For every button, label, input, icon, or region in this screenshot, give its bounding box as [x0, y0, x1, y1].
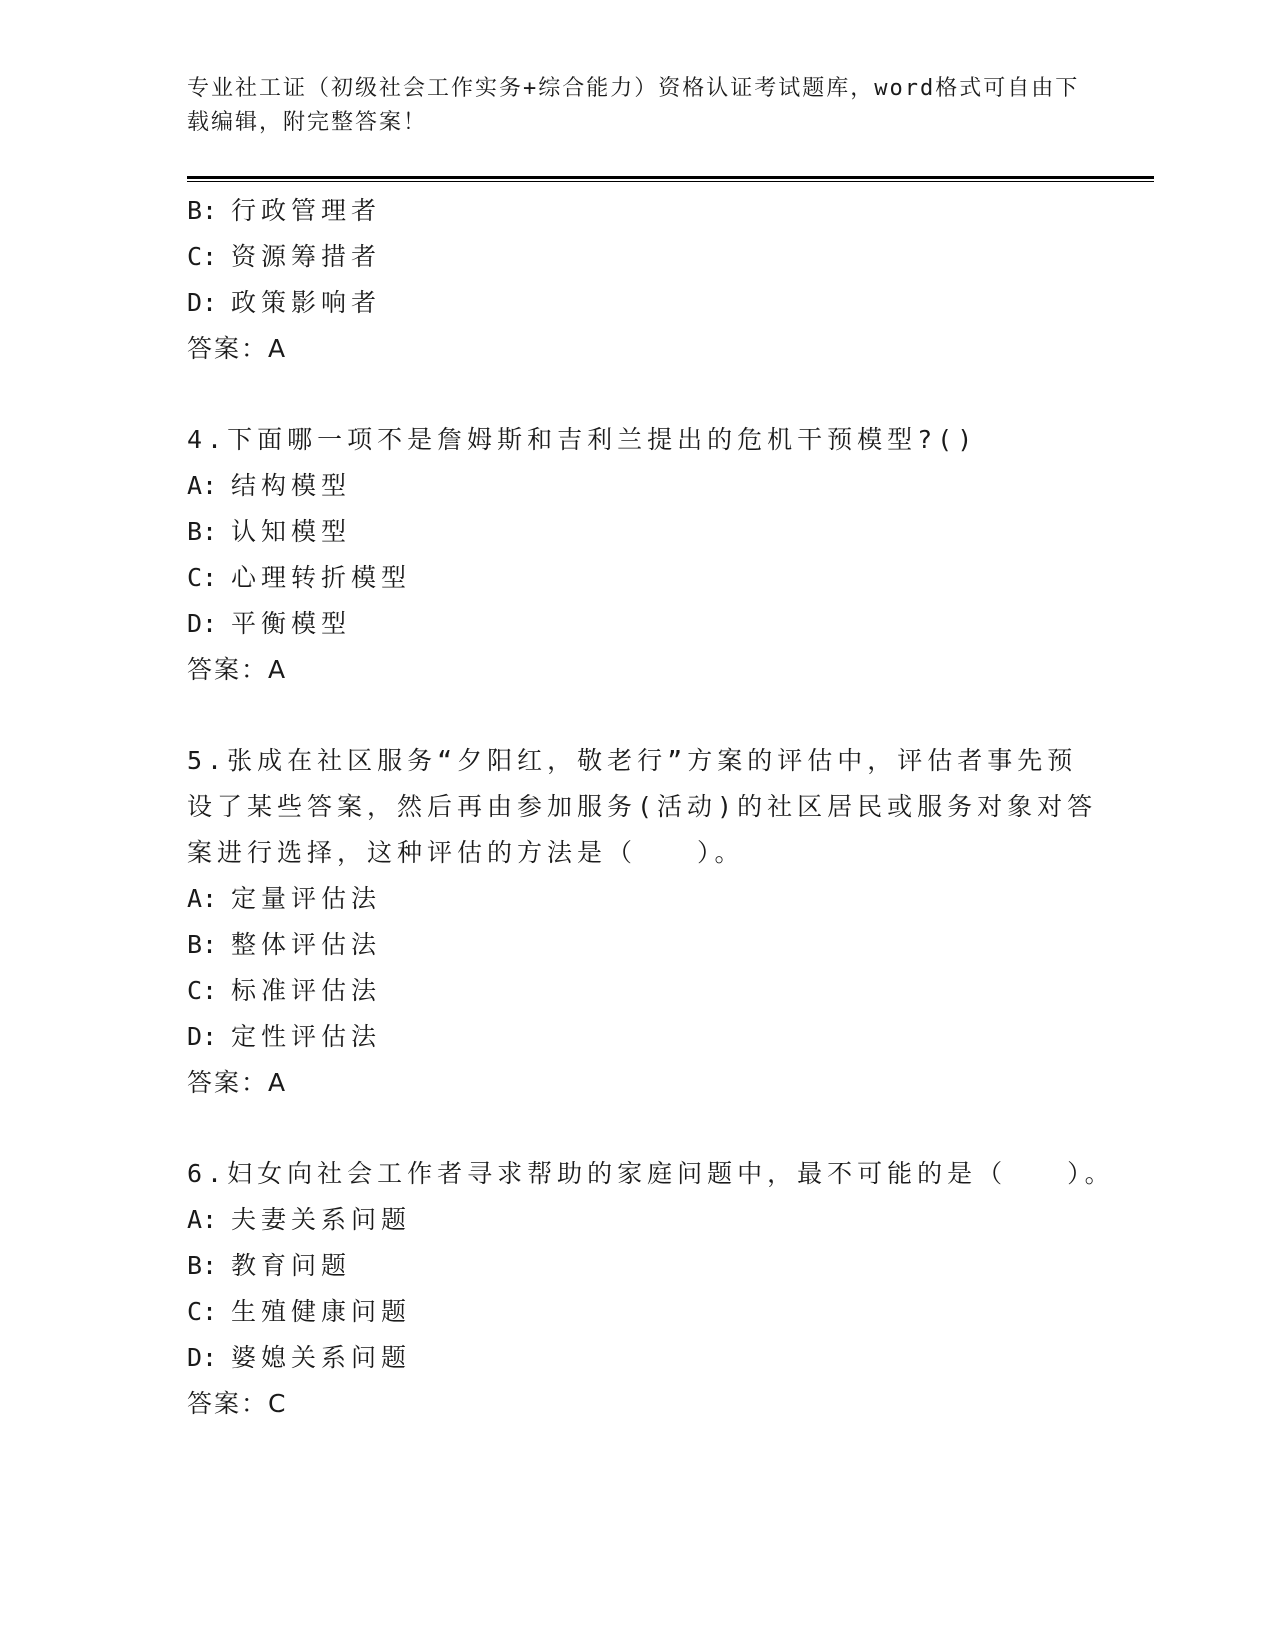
option-d: D: 婆媳关系问题: [187, 1343, 412, 1372]
question-5: [187, 738, 1098, 1106]
answer-text: 答案：A: [187, 655, 288, 684]
option-b: B: 行政管理者: [187, 196, 382, 225]
option-b: B: 教育问题: [187, 1251, 352, 1280]
question-4: [187, 417, 1087, 693]
option-c: C: 生殖健康问题: [187, 1297, 412, 1326]
option-b: B: 认知模型: [187, 517, 352, 546]
question-text-line-2: 设了某些答案，然后再由参加服务(活动)的社区居民或服务对象对答: [187, 792, 1098, 821]
question-3: [187, 188, 1087, 372]
option-a: A: 结构模型: [187, 471, 352, 500]
option-d: D: 平衡模型: [187, 609, 352, 638]
option-b: B: 整体评估法: [187, 930, 382, 959]
document-header: 专业社工证（初级社会工作实务+综合能力）资格认证考试题库，word格式可自由下载编辑，附完整答案！: [187, 76, 1080, 135]
option-a: A: 夫妻关系问题: [187, 1205, 412, 1234]
answer-text: 答案：A: [187, 334, 288, 363]
option-c: C: 心理转折模型: [187, 563, 412, 592]
question-6: [187, 1151, 1115, 1427]
option-d: D: 政策影响者: [187, 288, 382, 317]
header-rule-thin: [187, 181, 1154, 182]
option-c: C: 资源筹措者: [187, 242, 382, 271]
question-text: 4.下面哪一项不是詹姆斯和吉利兰提出的危机干预模型?(): [187, 425, 978, 454]
question-list: [187, 188, 1115, 1427]
answer-text: 答案：C: [187, 1389, 288, 1418]
option-a: A: 定量评估法: [187, 884, 382, 913]
answer-text: 答案：A: [187, 1068, 288, 1097]
header-rule-thick: [187, 176, 1154, 179]
question-text-line-1: 5.张成在社区服务“夕阳红，敬老行”方案的评估中，评估者事先预: [187, 746, 1078, 775]
option-c: C: 标准评估法: [187, 976, 382, 1005]
question-text-line-3: 案进行选择，这种评估的方法是（ ）。: [187, 838, 745, 867]
question-text: 6.妇女向社会工作者寻求帮助的家庭问题中，最不可能的是（ ）。: [187, 1159, 1115, 1188]
option-d: D: 定性评估法: [187, 1022, 382, 1051]
